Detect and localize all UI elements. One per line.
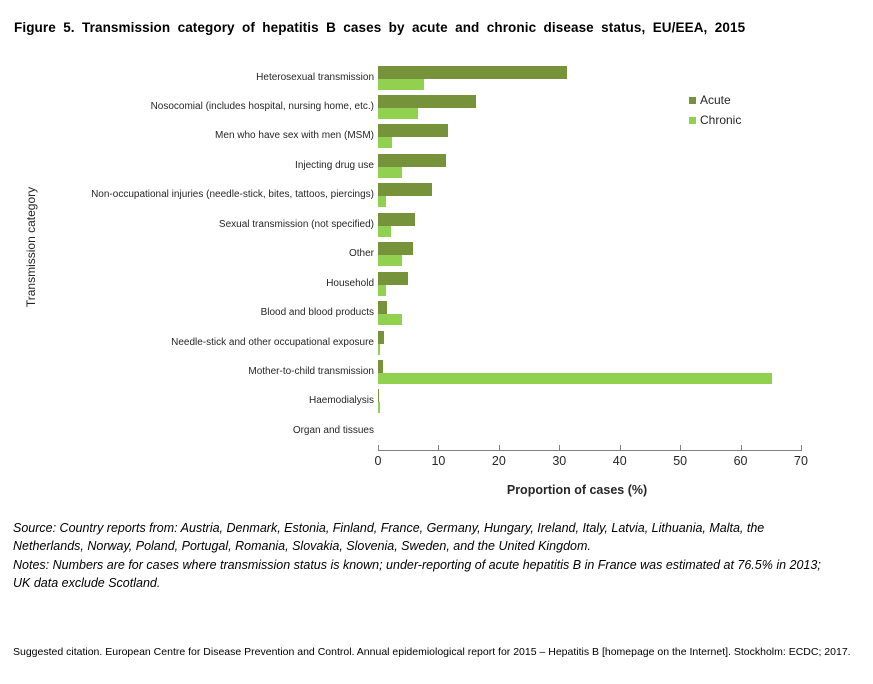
- bar-chronic: [378, 402, 380, 413]
- x-tick-label: 40: [612, 454, 627, 468]
- bar-chronic: [378, 285, 386, 296]
- category-label: Nosocomial (includes hospital, nursing home, etc.): [150, 100, 374, 112]
- category-label: Other: [348, 248, 374, 260]
- notes-line-1: Notes: Numbers are for cases where transmission status is known; under-reporting of acute hepatitis B in France was estimated at 76.5% in 2013;: [13, 558, 821, 572]
- x-axis-tick: [620, 445, 621, 450]
- x-tick-label: 60: [733, 454, 748, 468]
- bar-acute: [378, 272, 408, 285]
- legend-item-acute: [689, 93, 741, 107]
- x-axis-tick: [499, 445, 500, 450]
- bar-acute: [378, 124, 448, 137]
- x-tick-label: 70: [794, 454, 808, 468]
- x-axis-tick: [801, 445, 802, 450]
- category-label: Non-occupational injuries (needle-stick, bites, tattoos, piercings): [91, 189, 374, 201]
- legend-item-chronic: [689, 113, 741, 127]
- source-text: [13, 520, 764, 555]
- notes-line-2: UK data exclude Scotland.: [13, 575, 161, 590]
- notes-text: [13, 557, 821, 592]
- bar-chronic: [378, 108, 418, 119]
- legend: [689, 93, 741, 133]
- x-axis-tick: [680, 445, 681, 450]
- x-tick-label: 50: [673, 454, 688, 468]
- source-line-1: Source: Country reports from: Austria, Denmark, Estonia, Finland, France, Germany, Hungary, Ireland, Italy, Latvia, Lithuania, Malta, the: [13, 521, 765, 535]
- bar-chronic: [378, 196, 386, 207]
- x-axis-tick: [741, 445, 742, 450]
- category-label: Needle-stick and other occupational exposure: [171, 336, 374, 348]
- bar-chronic: [378, 167, 402, 178]
- x-axis-tick: [438, 445, 439, 450]
- x-axis-tick: [559, 445, 560, 450]
- x-tick-label: 30: [552, 454, 567, 468]
- category-label: Household: [326, 277, 374, 289]
- legend-label-chronic: Chronic: [700, 113, 742, 127]
- bar-chronic: [378, 137, 392, 148]
- bar-acute: [378, 183, 432, 196]
- bar-chronic: [378, 255, 402, 266]
- bar-chronic: [378, 79, 424, 90]
- bar-chronic: [378, 226, 391, 237]
- acute-swatch-icon: [689, 97, 696, 104]
- bar-acute: [378, 389, 379, 402]
- category-label: Organ and tissues: [292, 424, 374, 436]
- category-label: Sexual transmission (not specified): [218, 218, 374, 230]
- bar-acute: [378, 242, 413, 255]
- x-axis-line: [378, 450, 802, 451]
- category-label: Injecting drug use: [295, 159, 374, 171]
- bar-acute: [378, 66, 567, 79]
- category-label: Blood and blood products: [260, 307, 374, 319]
- legend-label-acute: Acute: [700, 93, 731, 107]
- suggested-citation: Suggested citation. European Centre for Disease Prevention and Control. Annual epidemiological report for 2015 – Hepatitis B [homepage on the Internet]. Stockholm: ECDC; 2017.: [13, 646, 851, 658]
- bar-acute: [378, 301, 387, 314]
- bar-acute: [378, 360, 383, 373]
- bar-acute: [378, 95, 476, 108]
- source-line-2: Netherlands, Norway, Poland, Portugal, Romania, Slovakia, Slovenia, Sweden, and the United Kingdom.: [13, 538, 591, 553]
- bar-chronic: [378, 314, 402, 325]
- chronic-swatch-icon: [689, 117, 696, 124]
- bar-acute: [378, 331, 384, 344]
- x-tick-label: 10: [431, 454, 446, 468]
- category-label: Haemodialysis: [308, 395, 374, 407]
- x-axis-title: Proportion of cases (%): [506, 483, 648, 497]
- x-axis-tick: [378, 445, 379, 450]
- bar-acute: [378, 154, 446, 167]
- bar-chronic: [378, 373, 772, 384]
- category-label: Heterosexual transmission: [256, 71, 374, 83]
- bar-chronic: [378, 344, 380, 355]
- y-axis-title: Transmission category: [24, 186, 38, 308]
- category-label: Mother-to-child transmission: [248, 366, 374, 377]
- bar-acute: [378, 213, 415, 226]
- category-label: Men who have sex with men (MSM): [215, 130, 374, 142]
- x-tick-label: 20: [491, 454, 506, 468]
- figure-title: Figure 5. Transmission category of hepatitis B cases by acute and chronic disease status, EU/EEA, 2015: [14, 20, 746, 35]
- x-tick-label: 0: [374, 454, 382, 468]
